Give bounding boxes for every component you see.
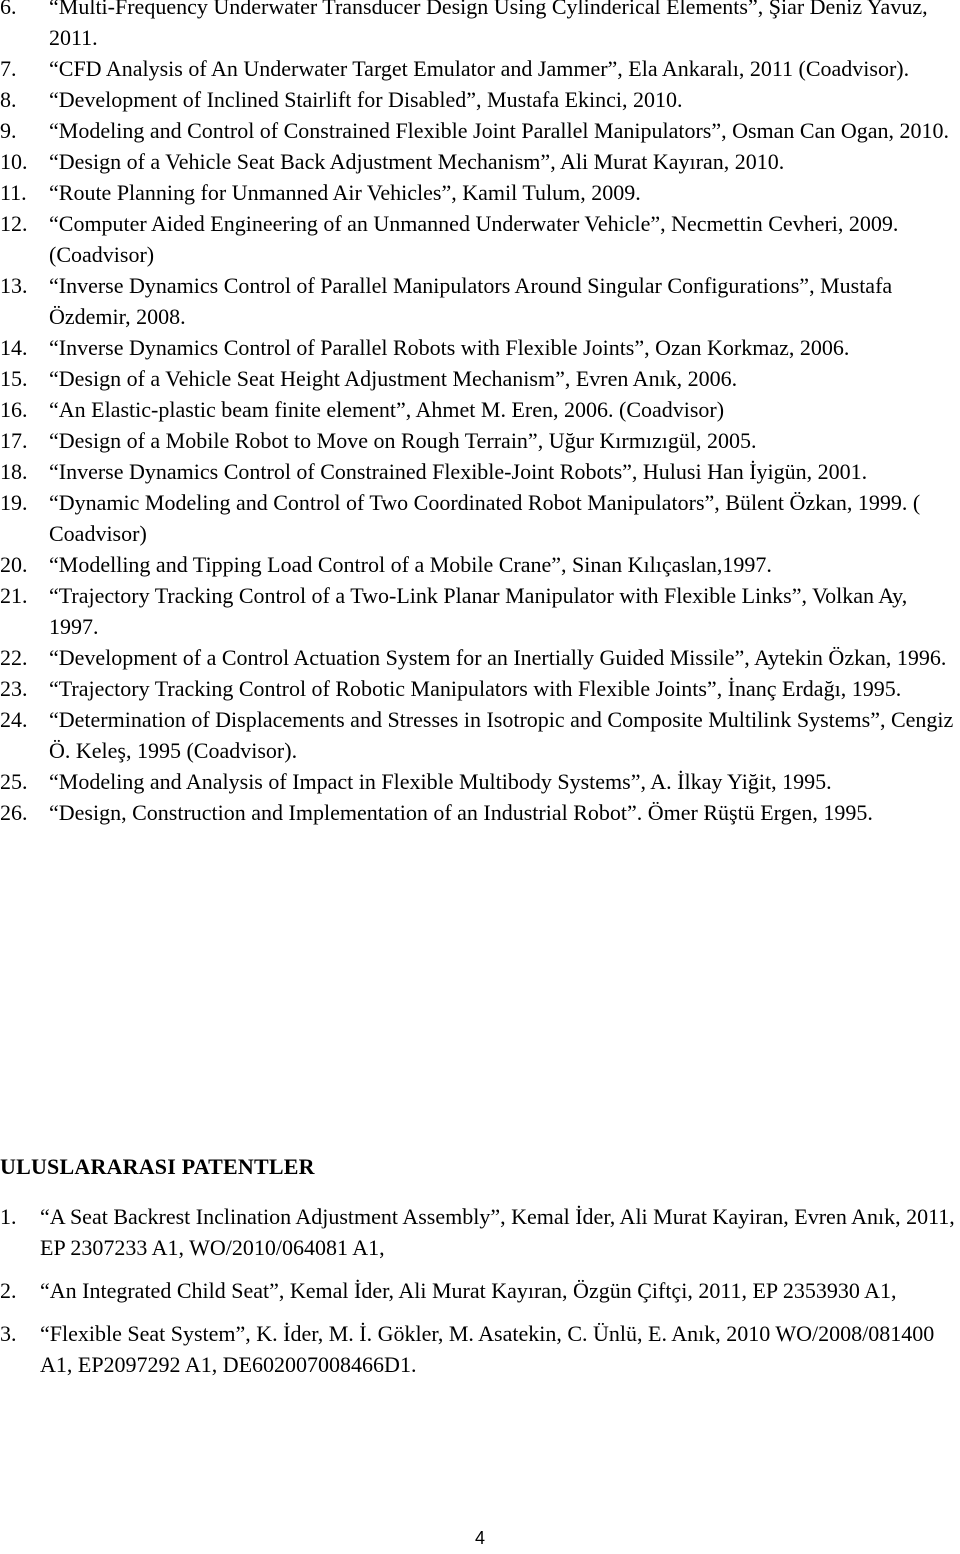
- list-item: [0, 1275, 960, 1306]
- item-text: “Design of a Vehicle Seat Back Adjustment Mechanism”, Ali Murat Kayıran, 2010.: [49, 149, 785, 174]
- item-text: “Dynamic Modeling and Control of Two Coordinated Robot Manipulators”, Bülent Özkan, 1999. ( Coadvisor): [49, 490, 921, 546]
- item-number: 12.: [0, 211, 28, 236]
- page-number: 4: [474, 1528, 485, 1548]
- item-number: 3.: [0, 1321, 17, 1346]
- item-text: “Determination of Displacements and Stresses in Isotropic and Composite Multilink Systems”, Cengiz Ö. Keleş, 1995 (Coadvisor).: [49, 707, 954, 763]
- list-item: [0, 53, 960, 84]
- item-text: “Modeling and Analysis of Impact in Flexible Multibody Systems”, A. İlkay Yiğit, 1995.: [49, 769, 832, 794]
- item-number: 2.: [0, 1278, 17, 1303]
- item-text: “Development of Inclined Stairlift for Disabled”, Mustafa Ekinci, 2010.: [49, 87, 683, 112]
- item-number: 23.: [0, 676, 28, 701]
- item-number: 6.: [0, 0, 17, 19]
- item-text: “Trajectory Tracking Control of Robotic Manipulators with Flexible Joints”, İnanç Erdağı, 1995.: [49, 676, 902, 701]
- list-item: [0, 487, 960, 549]
- item-text: “Modeling and Control of Constrained Flexible Joint Parallel Manipulators”, Osman Can Ogan, 2010.: [49, 118, 950, 143]
- item-number: 16.: [0, 397, 28, 422]
- list-item: [0, 797, 960, 828]
- list-item: [0, 766, 960, 797]
- list-item: [0, 549, 960, 580]
- list-item: [0, 456, 960, 487]
- item-text: “A Seat Backrest Inclination Adjustment Assembly”, Kemal İder, Ali Murat Kayiran, Evren Anık, 2011, EP 2307233 A1, WO/2010/064081 A1,: [40, 1204, 955, 1260]
- item-number: 25.: [0, 769, 28, 794]
- item-number: 10.: [0, 149, 28, 174]
- item-number: 24.: [0, 707, 28, 732]
- item-number: 8.: [0, 87, 17, 112]
- list-item: [0, 177, 960, 208]
- list-item: [0, 0, 960, 53]
- item-number: 21.: [0, 583, 28, 608]
- item-number: 14.: [0, 335, 28, 360]
- list-item: [0, 1201, 960, 1263]
- item-text: “Flexible Seat System”, K. İder, M. İ. Gökler, M. Asatekin, C. Ünlü, E. Anık, 2010 WO/2008/081400 A1, EP2097292 A1, DE602007008466D1.: [40, 1321, 935, 1377]
- item-number: 11.: [0, 180, 27, 205]
- item-number: 19.: [0, 490, 28, 515]
- item-number: 13.: [0, 273, 28, 298]
- list-item: [0, 580, 960, 642]
- item-number: 20.: [0, 552, 28, 577]
- item-text: “Route Planning for Unmanned Air Vehicles”, Kamil Tulum, 2009.: [49, 180, 641, 205]
- list-item: [0, 642, 960, 673]
- list-item: [0, 1318, 960, 1380]
- list-item: [0, 208, 960, 270]
- item-text: “An Elastic-plastic beam finite element”, Ahmet M. Eren, 2006. (Coadvisor): [49, 397, 725, 422]
- item-text: “Modelling and Tipping Load Control of a Mobile Crane”, Sinan Kılıçaslan,1997.: [49, 552, 772, 577]
- item-number: 18.: [0, 459, 28, 484]
- item-number: 26.: [0, 800, 28, 825]
- item-number: 9.: [0, 118, 17, 143]
- patent-list: [0, 1201, 960, 1392]
- item-number: 1.: [0, 1204, 17, 1229]
- item-text: “CFD Analysis of An Underwater Target Emulator and Jammer”, Ela Ankaralı, 2011 (Coadvisor).: [49, 56, 910, 81]
- list-item: [0, 673, 960, 704]
- item-text: “Trajectory Tracking Control of a Two-Link Planar Manipulator with Flexible Links”, Volkan Ay, 1997.: [49, 583, 908, 639]
- item-text: “Inverse Dynamics Control of Parallel Manipulators Around Singular Configurations”, Mustafa Özdemir, 2008.: [49, 273, 893, 329]
- list-item: [0, 115, 960, 146]
- item-number: 22.: [0, 645, 28, 670]
- list-item: [0, 425, 960, 456]
- list-item: [0, 363, 960, 394]
- item-text: “Development of a Control Actuation System for an Inertially Guided Missile”, Aytekin Özkan, 1996.: [49, 645, 947, 670]
- item-text: “Design, Construction and Implementation of an Industrial Robot”. Ömer Rüştü Ergen, 1995.: [49, 800, 873, 825]
- list-item: [0, 394, 960, 425]
- list-item: [0, 704, 960, 766]
- item-text: “Inverse Dynamics Control of Constrained Flexible-Joint Robots”, Hulusi Han İyigün, 2001.: [49, 459, 868, 484]
- item-text: “Computer Aided Engineering of an Unmanned Underwater Vehicle”, Necmettin Cevheri, 2009. (Coadvisor): [49, 211, 899, 267]
- item-text: “An Integrated Child Seat”, Kemal İder, Ali Murat Kayıran, Özgün Çiftçi, 2011, EP 2353930 A1,: [40, 1278, 897, 1303]
- list-item: [0, 84, 960, 115]
- item-number: 7.: [0, 56, 17, 81]
- list-item: [0, 146, 960, 177]
- item-text: “Design of a Vehicle Seat Height Adjustment Mechanism”, Evren Anık, 2006.: [49, 366, 738, 391]
- list-item: [0, 270, 960, 332]
- item-text: “Inverse Dynamics Control of Parallel Robots with Flexible Joints”, Ozan Korkmaz, 2006.: [49, 335, 850, 360]
- patents-heading: ULUSLARARASI PATENTLER: [0, 1154, 315, 1179]
- item-text: “Multi-Frequency Underwater Transducer Design Using Cylinderical Elements”, Şiar Deniz Yavuz, 2011.: [49, 0, 928, 50]
- item-text: “Design of a Mobile Robot to Move on Rough Terrain”, Uğur Kırmızıgül, 2005.: [49, 428, 757, 453]
- item-number: 15.: [0, 366, 28, 391]
- list-item: [0, 332, 960, 363]
- item-number: 17.: [0, 428, 28, 453]
